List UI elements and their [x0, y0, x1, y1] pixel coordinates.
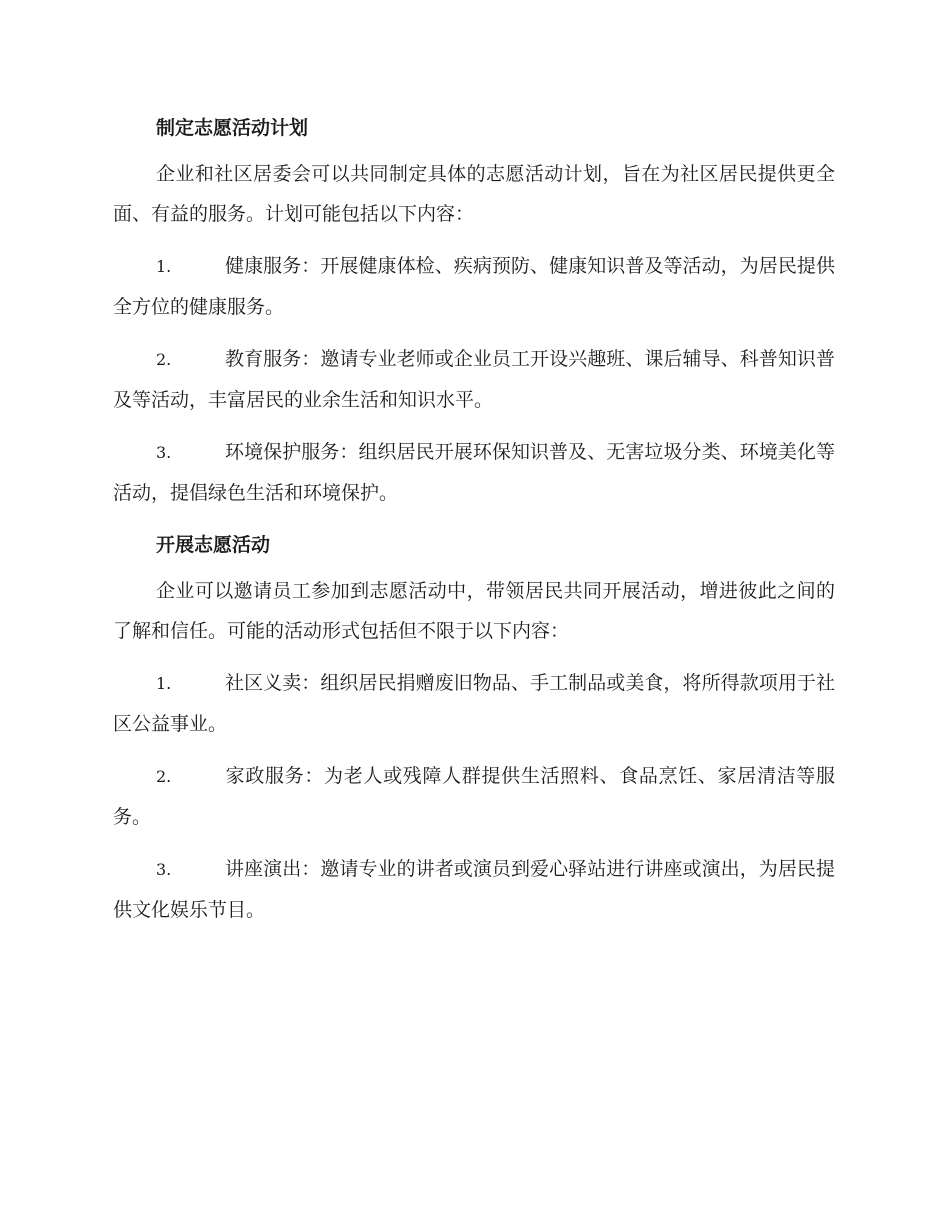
- section-activities: [113, 525, 835, 930]
- list-item: [113, 339, 835, 420]
- list-number: 1.: [156, 674, 172, 693]
- section-intro: 企业和社区居委会可以共同制定具体的志愿活动计划，旨在为社区居民提供更全面、有益的服务。计划可能包括以下内容：: [113, 163, 835, 225]
- list-item: [113, 432, 835, 513]
- list-text: 环境保护服务：组织居民开展环保知识普及、无害垃圾分类、环境美化等活动，提倡绿色生活和环境保护。: [113, 441, 835, 504]
- list-number: 1.: [156, 257, 172, 276]
- list-number: 2.: [156, 767, 172, 786]
- list-text: 家政服务：为老人或残障人群提供生活照料、食品烹饪、家居清洁等服务。: [113, 765, 835, 828]
- list-item: [113, 663, 835, 744]
- list-text: 社区义卖：组织居民捐赠废旧物品、手工制品或美食，将所得款项用于社区公益事业。: [113, 672, 835, 735]
- list-item: [113, 849, 835, 930]
- list-text: 讲座演出：邀请专业的讲者或演员到爱心驿站进行讲座或演出，为居民提供文化娱乐节目。: [113, 858, 835, 921]
- list-item: [113, 756, 835, 837]
- section-heading: 制定志愿活动计划: [156, 117, 309, 139]
- list-text: 健康服务：开展健康体检、疾病预防、健康知识普及等活动，为居民提供全方位的健康服务。: [113, 255, 835, 318]
- list-item: [113, 246, 835, 327]
- list-text: 教育服务：邀请专业老师或企业员工开设兴趣班、课后辅导、科普知识普及等活动，丰富居民的业余生活和知识水平。: [113, 348, 835, 411]
- section-plan: [113, 108, 835, 513]
- document-page: [113, 108, 835, 942]
- list-number: 3.: [156, 443, 172, 462]
- list-number: 3.: [156, 860, 172, 879]
- section-intro: 企业可以邀请员工参加到志愿活动中，带领居民共同开展活动，增进彼此之间的了解和信任。可能的活动形式包括但不限于以下内容：: [113, 580, 835, 642]
- section-heading: 开展志愿活动: [156, 534, 271, 556]
- list-number: 2.: [156, 350, 172, 369]
